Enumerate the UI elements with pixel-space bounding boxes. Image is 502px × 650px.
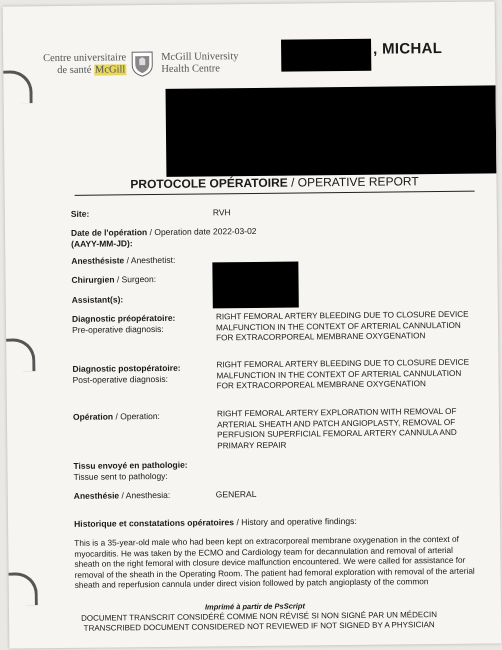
operation-value: RIGHT FEMORAL ARTERY EXPLORATION WITH REMOVAL OF ARTERIAL SHEATH AND PATCH ANGIOPLASTY, REMOVAL OF PERFUSION SUPERFICIAL FEMORAL ARTERY CANNULA AND PRIMARY REPAIR <box>216 406 457 450</box>
site-label <box>71 207 211 219</box>
anesthesia-label-fr: Anesthésie <box>73 490 120 501</box>
mcgill-crest-icon <box>131 51 153 77</box>
tissue-label-en: Tissue sent to pathology: <box>73 470 168 482</box>
binder-ring <box>3 338 36 371</box>
preop-label-fr: Diagnostic préopératoire: <box>71 312 176 324</box>
binder-ring <box>3 572 38 605</box>
logo-fr-line2: de santé <box>57 64 92 77</box>
history-heading-fr: Historique et constatations opératoires <box>74 517 235 529</box>
operation-label <box>73 410 213 422</box>
preop-label-en: Pre-operative diagnosis: <box>71 323 164 335</box>
logo-en-line1: McGill University <box>161 51 239 63</box>
patient-name: , MICHAL <box>373 39 443 58</box>
date-value: 2022-03-02 <box>212 225 257 237</box>
date-label <box>71 226 211 248</box>
date-label-en: / Operation date <box>149 226 211 238</box>
transcription-disclaimer <box>49 610 469 634</box>
anesthesia-label <box>74 489 214 501</box>
history-text: This is a 35-year-old male who had been kept on extracorporeal membrane oxygenation in the context of myocarditis. He was taken by the ECMO and Cardiology team for decannulation and removal of arterial sheath on the right femoral with closure device malfunction encountered. We were called for assistance for removal of the sheath in the Operating Room. The patient had femoral exploration with removal of the arterial sheath and reperfusion cannula under direct vision followed by patch angioplasty of the common <box>74 533 475 591</box>
logo-fr-line1: Centre universitaire <box>43 52 127 65</box>
postop-label <box>72 362 212 384</box>
anesthesia-label-en: / Anesthesia: <box>121 489 171 501</box>
binder-ring <box>3 70 33 103</box>
site-label-text: Site: <box>70 208 90 219</box>
surgeon-label <box>71 273 211 285</box>
postop-label-fr: Diagnostic postopératoire: <box>72 362 181 374</box>
date-label-fr: Date de l'opération <box>70 227 148 238</box>
preop-value: RIGHT FEMORAL ARTERY BLEEDING DUE TO CLOSURE DEVICE MALFUNCTION IN THE CONTEXT OF ARTERIAL CANNULATION FOR EXTRACORPOREAL MEMBRANE OXYGENATION <box>215 309 469 343</box>
logo-text-english <box>161 51 239 76</box>
anesthetist-label-fr: Anesthésiste <box>71 255 125 266</box>
anesthesia-value: GENERAL <box>215 488 257 500</box>
assistant-label <box>72 293 212 305</box>
operation-label-en: / Operation: <box>115 410 160 422</box>
anesthetist-label <box>71 254 211 266</box>
title-separator: / <box>287 175 298 190</box>
page-title <box>74 174 474 196</box>
postop-label-en: Post-operative diagnosis: <box>72 373 169 385</box>
logo-mcgill-highlight: McGill <box>94 64 126 76</box>
surgeon-label-en: / Surgeon: <box>116 274 157 285</box>
redacted-name <box>281 39 371 72</box>
logo-en-line2: Health Centre <box>161 63 220 75</box>
redacted-surgeon <box>212 262 298 309</box>
assistant-label-text: Assistant(s): <box>71 294 124 305</box>
title-english: OPERATIVE REPORT <box>297 174 419 190</box>
history-heading-en: / History and operative findings: <box>236 515 357 528</box>
title-french: PROTOCOLE OPÉRATOIRE <box>130 175 288 192</box>
printed-from-note: Imprimé à partir de PsScript <box>204 601 306 612</box>
disclaimer-en: TRANSCRIBED DOCUMENT CONSIDERED NOT REVIEWED IF NOT SIGNED BY A PHYSICIAN <box>83 620 435 633</box>
redacted-patient-info <box>166 85 497 176</box>
preop-label <box>72 312 212 334</box>
surgeon-label-fr: Chirurgien <box>71 274 115 285</box>
site-value: RVH <box>212 207 231 218</box>
date-label-format: (AAYY-MM-JD): <box>71 237 133 249</box>
disclaimer-fr: DOCUMENT TRANSCRIT CONSIDÉRÉ COMME NON RÉVISÉ SI NON SIGNÉ PAR UN MÉDECIN <box>81 610 438 623</box>
document-page <box>3 1 502 648</box>
operation-label-fr: Opération <box>72 411 114 422</box>
tissue-label <box>73 459 233 482</box>
anesthetist-label-en: / Anesthetist: <box>126 254 176 266</box>
tissue-label-fr: Tissu envoyé en pathologie: <box>73 459 188 471</box>
postop-value: RIGHT FEMORAL ARTERY BLEEDING DUE TO CLOSURE DEVICE MALFUNCTION IN THE CONTEXT OF ARTERIAL CANNULATION FOR EXTRACORPOREAL MEMBRANE OXYGENATION <box>216 357 470 391</box>
logo-text-french <box>31 52 126 77</box>
history-heading <box>74 515 474 530</box>
